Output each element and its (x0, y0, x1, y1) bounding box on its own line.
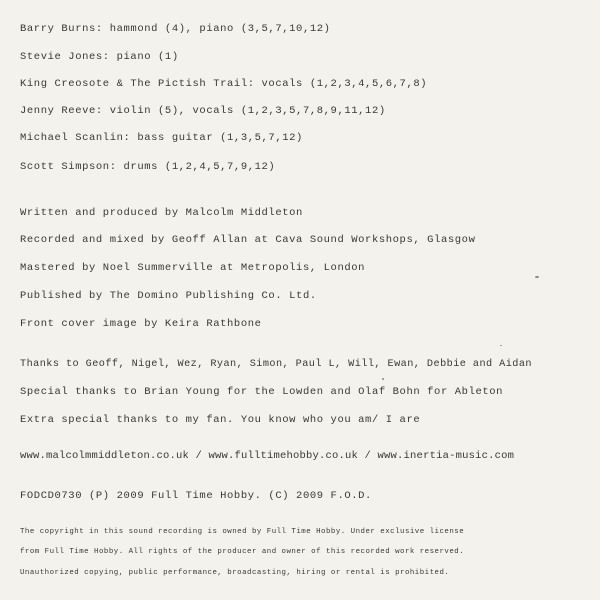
catalog-line: FODCD0730 (P) 2009 Full Time Hobby. (C) 2009 F.O.D. (20, 490, 372, 502)
thanks-line: Special thanks to Brian Young for the Lowden and Olaf Bohn for Ableton (20, 386, 504, 398)
production-line: Published by The Domino Publishing Co. Ltd. (20, 290, 317, 302)
thanks-line: Extra special thanks to my fan. You know who you am/ I are (20, 414, 421, 426)
credit-line: Stevie Jones: piano (1) (20, 51, 179, 63)
paper-speck (500, 345, 502, 346)
legal-line: from Full Time Hobby. All rights of the producer and owner of this recorded work reserved. (20, 548, 465, 556)
credit-line: Barry Burns: hammond (4), piano (3,5,7,10,12) (20, 23, 331, 35)
legal-line: The copyright in this sound recording is owned by Full Time Hobby. Under exclusive license (20, 528, 465, 536)
credit-line: King Creosote & The Pictish Trail: vocals (1,2,3,4,5,6,7,8) (20, 78, 428, 90)
credit-line: Jenny Reeve: violin (5), vocals (1,2,3,5,7,8,9,11,12) (20, 105, 386, 117)
thanks-line: Thanks to Geoff, Nigel, Wez, Ryan, Simon, Paul L, Will, Ewan, Debbie and Aidan (20, 359, 532, 370)
paper-speck (382, 378, 384, 380)
production-line: Recorded and mixed by Geoff Allan at Cava Sound Workshops, Glasgow (20, 234, 476, 246)
websites-line: www.malcolmmiddleton.co.uk / www.fulltimehobby.co.uk / www.inertia-music.com (20, 450, 515, 462)
production-line: Mastered by Noel Summerville at Metropolis, London (20, 262, 366, 274)
credit-line: Scott Simpson: drums (1,2,4,5,7,9,12) (20, 161, 276, 173)
production-line: Written and produced by Malcolm Middleton (20, 207, 303, 219)
legal-line: Unauthorized copying, public performance, broadcasting, hiring or rental is prohibited. (20, 569, 450, 577)
paper-speck (535, 276, 539, 278)
production-line: Front cover image by Keira Rathbone (20, 318, 262, 330)
credit-line: Michael Scanlin: bass guitar (1,3,5,7,12) (20, 132, 303, 144)
